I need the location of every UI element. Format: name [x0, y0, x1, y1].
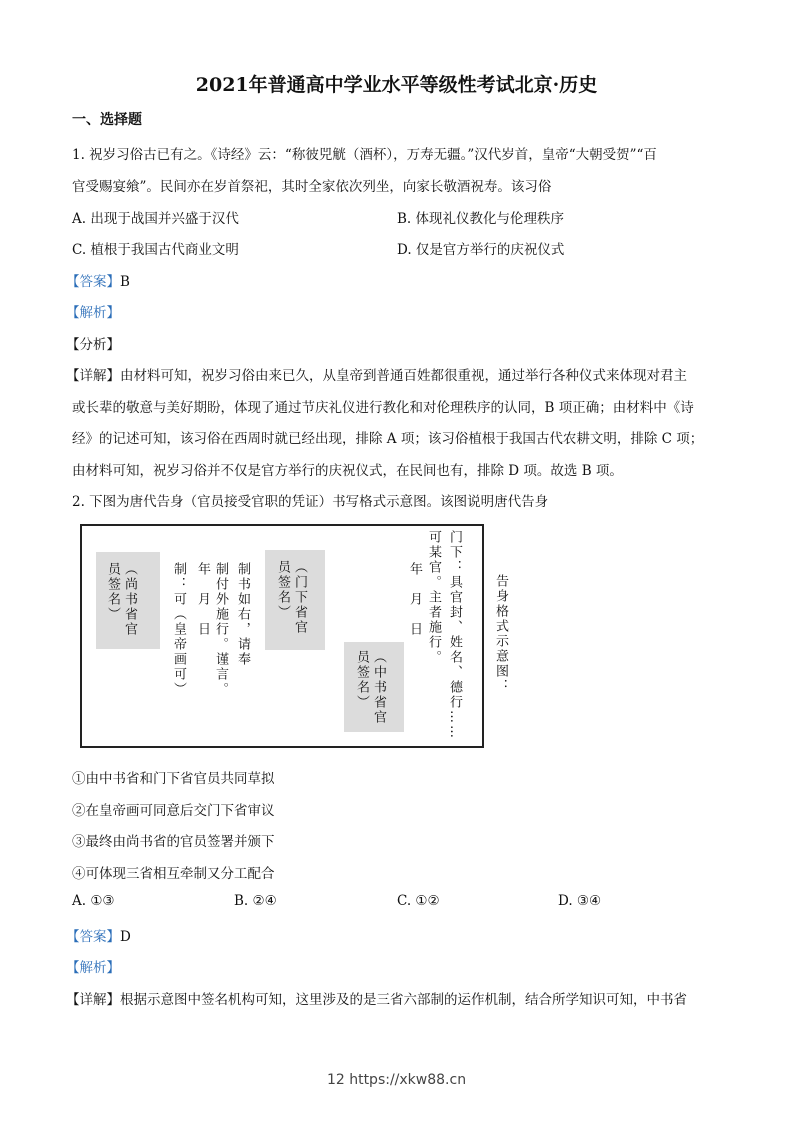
q1-option-a: A. 出现于战国并兴盛于汉代: [72, 211, 239, 227]
detail-text: 根据示意图中签名机构可知，这里涉及的是三省六部制的运作机制，结合所学知识可知，中书省: [120, 992, 687, 1008]
diagram-caption: 告身格式示意图：: [493, 574, 508, 694]
answer-value: B: [120, 274, 130, 290]
menxia-signature: （门下省官员签名）: [275, 560, 307, 635]
answer-label: 【答案】: [66, 274, 120, 290]
q2-option-a: A. ①③: [72, 893, 115, 909]
q1-detail-line3: 经》的记述可知，该习俗在西周时就已经出现，排除 A 项；该习俗植根于我国古代农耕文明，排除 C 项；: [72, 431, 704, 447]
gaoshen-format-diagram: [80, 524, 484, 748]
q1-detail-line2: 或长辈的敬意与美好期盼，体现了通过节庆礼仪进行教化和对伦理秩序的认同，B 项正确；由材料中《诗: [72, 400, 694, 416]
page-footer: 12 https://xkw88.cn: [326, 1072, 467, 1088]
page-title: 2021年普通高中学业水平等级性考试北京·历史: [195, 74, 598, 96]
q2-answer: [66, 925, 131, 945]
q1-detail-line1: [66, 364, 687, 384]
q2-option-d: D. ③④: [558, 893, 602, 909]
q2-option-b: B. ②④: [234, 893, 277, 909]
q2-analysis-label: 【解析】: [66, 960, 120, 976]
diagram-col4: 制书如右，请奉: [235, 562, 250, 667]
q1-answer: [66, 270, 130, 290]
answer-label: 【答案】: [66, 929, 120, 945]
zhongshu-signature: （中书省官员签名）: [354, 650, 386, 725]
q1-stem-line1: 1. 祝岁习俗古已有之。《诗经》云：“称彼兕觥（酒杯），万寿无疆。”汉代岁首，皇帝“大朝受贺”“百: [72, 147, 657, 163]
q1-option-d: D. 仅是官方举行的庆祝仪式: [397, 242, 565, 258]
q2-statement-4: ④可体现三省相互牵制又分工配合: [72, 866, 275, 882]
detail-label: 【详解】: [66, 368, 120, 384]
diagram-col7: 制：可（皇帝画可）: [171, 562, 186, 697]
detail-text: 由材料可知，祝岁习俗由来已久，从皇帝到普通百姓都很重视，通过举行各种仪式来体现对君主: [120, 368, 687, 384]
detail-label: 【详解】: [66, 992, 120, 1008]
diagram-col6: 年 月 日: [195, 562, 210, 637]
diagram-col1: 门下：具官封、姓名、德行……: [447, 530, 462, 740]
diagram-col2: 可某官。主者施行。: [426, 530, 441, 665]
q1-option-b: B. 体现礼仪教化与伦理秩序: [397, 211, 565, 227]
diagram-col5: 制付外施行。谨言。: [213, 562, 228, 697]
q2-statement-3: ③最终由尚书省的官员签署并颁下: [72, 834, 275, 850]
q1-stem-line2: 官受赐宴飨”。民间亦在岁首祭祀，其时全家依次列坐，向家长敬酒祝寿。该习俗: [72, 179, 552, 195]
answer-value: D: [120, 929, 131, 945]
section-heading: 一、选择题: [72, 112, 142, 128]
q2-option-c: C. ①②: [397, 893, 440, 909]
diagram-col3: 年 月 日: [407, 562, 422, 637]
q2-stem: 2. 下图为唐代告身（官员接受官职的凭证）书写格式示意图。该图说明唐代告身: [72, 494, 549, 510]
q1-detail-line4: 由材料可知，祝岁习俗并不仅是官方举行的庆祝仪式，在民间也有，排除 D 项。故选 B 项。: [72, 463, 623, 479]
shangshu-signature: （尚书省官员签名）: [105, 562, 137, 637]
q2-statement-2: ②在皇帝画可同意后交门下省审议: [72, 803, 275, 819]
q1-option-c: C. 植根于我国古代商业文明: [72, 242, 239, 258]
q2-statement-1: ①由中书省和门下省官员共同草拟: [72, 771, 275, 787]
q1-analysis-label: 【解析】: [66, 305, 120, 321]
q2-detail-line1: [66, 988, 687, 1008]
q1-fenxi-label: 【分析】: [66, 337, 120, 353]
